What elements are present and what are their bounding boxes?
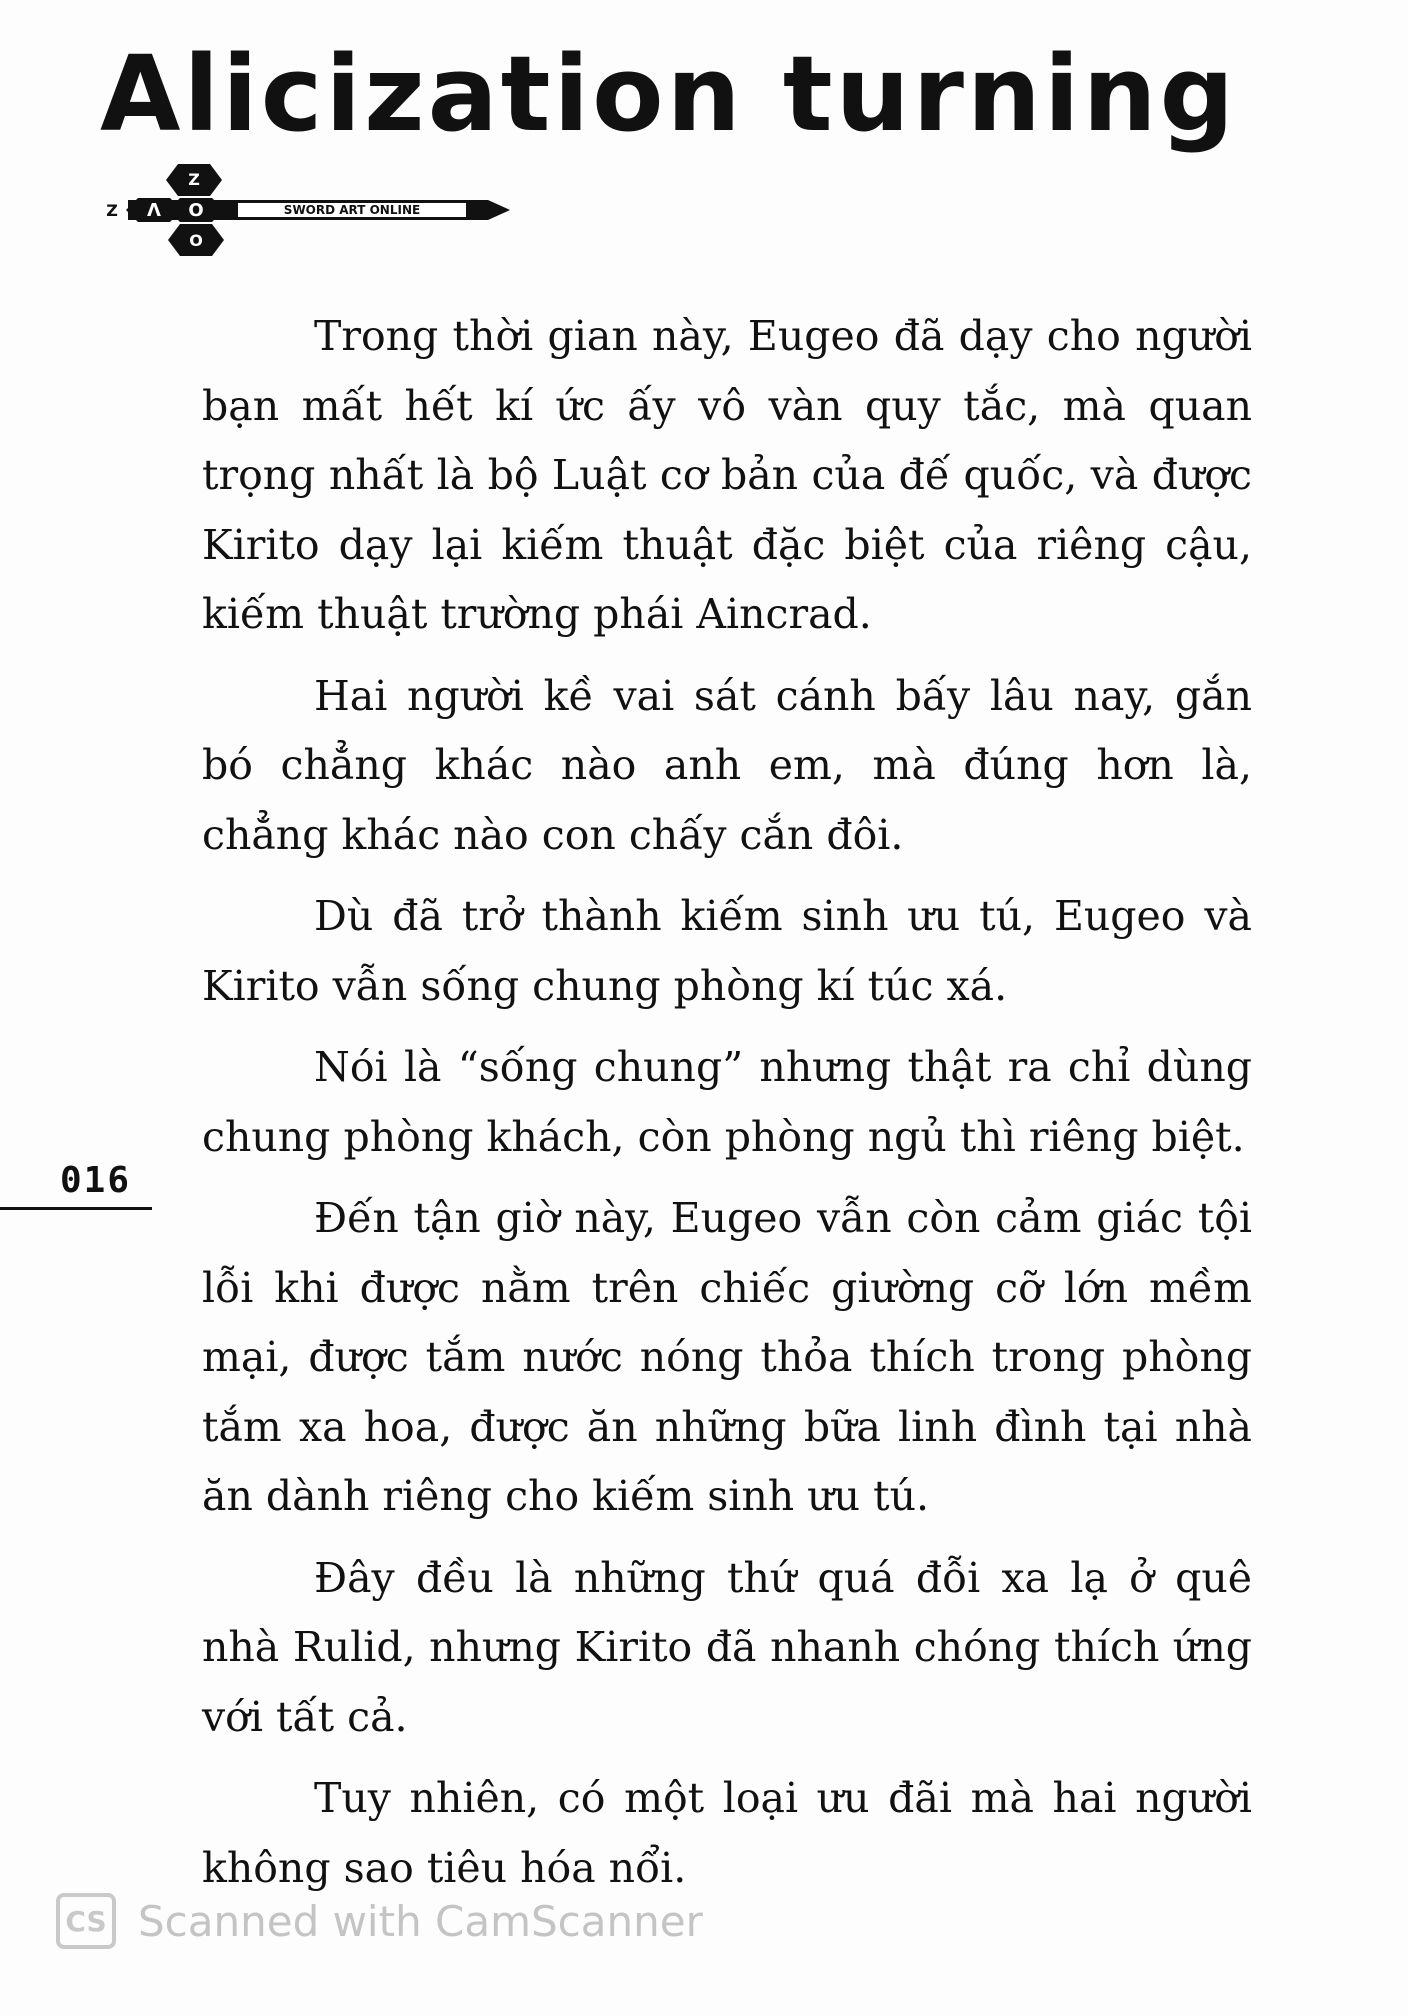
logo-letter-center: O [188,200,204,221]
camscanner-watermark [56,1893,703,1949]
paragraph: Trong thời gian này, Eugeo đã dạy cho người bạn mất hết kí ức ấy vô vàn quy tắc, mà quan trọng nhất là bộ Luật cơ bản của đế quốc, và được Kirito dạy lại kiếm thuật đặc biệt của riêng cậu, kiếm thuật trường phái Aincrad. [202,312,1252,638]
paragraph: Dù đã trở thành kiếm sinh ưu tú, Eugeo và Kirito vẫn sống chung phòng kí túc xá. [202,892,1252,1010]
paragraph: Hai người kề vai sát cánh bấy lâu nay, gắn bó chẳng khác nào anh em, mà đúng hơn là, chẳng khác nào con chấy cắn đôi. [202,671,1252,859]
logo-letter-top: Z [188,170,200,189]
camscanner-logo-icon: CS [56,1893,116,1949]
watermark-text: Scanned with CamScanner [138,1896,703,1946]
logo-letter-left: Λ [147,200,161,221]
paragraph: Đến tận giờ này, Eugeo vẫn còn cảm giác tội lỗi khi được nằm trên chiếc giường cỡ lớn mềm mại, được tắm nước nóng thỏa thích trong phòng tắm xa hoa, được ăn những bữa linh đình tại nhà ăn dành riêng cho kiếm sinh ưu tú. [202,1194,1252,1520]
body-text [202,302,1252,1915]
paragraph: Đây đều là những thứ quá đỗi xa lạ ở quê nhà Rulid, nhưng Kirito đã nhanh chóng thích ứng với tất cả. [202,1553,1252,1741]
paragraph: Nói là “sống chung” nhưng thật ra chỉ dùng chung phòng khách, còn phòng ngủ thì riêng biệt. [202,1043,1252,1161]
logo-letter-outer: Z [106,201,118,220]
paragraph: Tuy nhiên, có một loại ưu đãi mà hai người không sao tiêu hóa nổi. [202,1774,1252,1892]
logo-letter-bottom: O [189,231,203,250]
logo-wordmark: SWORD ART ONLINE [283,203,421,217]
page-number: 016 [60,1160,132,1201]
series-title: Alicization turning [100,33,1238,155]
sao-logo [106,160,518,260]
page-number-rule [0,1207,152,1210]
